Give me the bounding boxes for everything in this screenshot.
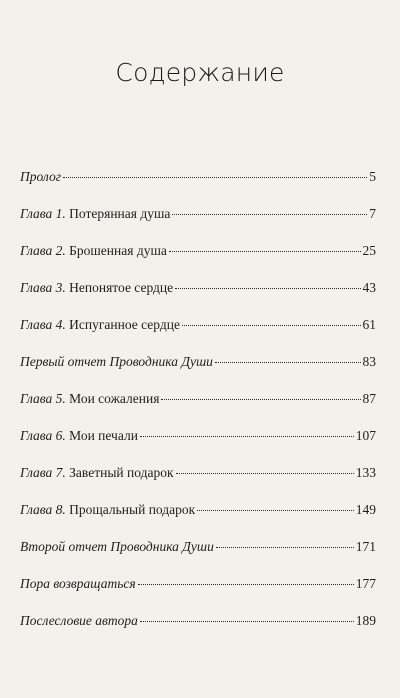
toc-entry-label [20,352,213,372]
toc-entry-prefix: Глава 4. [20,317,66,332]
toc-entry-page: 177 [355,576,376,591]
toc-entry-text: Прощальный подарок [65,502,196,517]
toc-entry-second-report [20,537,376,574]
toc-entry-prefix: Послесловие автора [20,613,138,628]
dot-leader [172,214,367,215]
toc-entry-first-report [20,352,376,389]
toc-entry-prefix: Пора возвращаться [20,576,136,591]
toc-entry-label [20,537,214,557]
toc-entry-page: 149 [355,502,376,517]
toc-entry-page: 189 [355,613,376,628]
page-title: Содержание [115,58,285,87]
dot-leader [175,288,360,289]
toc-entry-page: 171 [355,539,376,554]
toc-entry-prefix: Глава 7. [20,465,66,480]
toc-entry-page: 25 [362,243,376,258]
toc-entry-label [20,241,167,261]
toc-entry-page: 107 [355,428,376,443]
toc-entry-label [20,389,159,409]
toc-entry-chapter-2 [20,241,376,278]
table-of-contents [20,167,376,648]
toc-entry-label [20,611,138,631]
toc-entry-prefix: Глава 6. [20,428,66,443]
toc-entry-prefix: Глава 3. [20,280,66,295]
dot-leader [140,621,354,622]
toc-entry-page: 83 [362,354,376,369]
dot-leader [169,251,361,252]
toc-entry-text: Потерянная душа [65,206,171,221]
toc-entry-page: 43 [362,280,376,295]
toc-entry-page: 133 [355,465,376,480]
toc-entry-chapter-4 [20,315,376,352]
dot-leader [182,325,361,326]
dot-leader [215,362,361,363]
toc-entry-label [20,463,174,483]
toc-entry-label [20,426,138,446]
toc-entry-label [20,167,61,187]
toc-entry-afterword [20,611,376,648]
dot-leader [140,436,354,437]
toc-entry-page: 5 [369,169,376,184]
dot-leader [138,584,354,585]
toc-entry-page: 61 [362,317,376,332]
toc-entry-prefix: Глава 8. [20,502,66,517]
dot-leader [176,473,354,474]
toc-entry-text: Непонятое сердце [65,280,174,295]
toc-entry-prologue [20,167,376,204]
dot-leader [197,510,354,511]
dot-leader [216,547,354,548]
toc-entry-chapter-6 [20,426,376,463]
toc-entry-prefix: Первый отчет Проводника Души [20,354,213,369]
toc-entry-chapter-3 [20,278,376,315]
toc-entry-page: 7 [369,206,376,221]
dot-leader [63,177,367,178]
toc-entry-prefix: Второй отчет Проводника Души [20,539,214,554]
toc-entry-text: Мои сожаления [65,391,160,406]
toc-entry-page: 87 [362,391,376,406]
toc-entry-label [20,278,173,298]
toc-entry-chapter-5 [20,389,376,426]
toc-entry-text: Заветный подарок [65,465,174,480]
toc-entry-prefix: Пролог [20,169,61,184]
toc-entry-chapter-7 [20,463,376,500]
toc-entry-chapter-1 [20,204,376,241]
toc-entry-prefix: Глава 5. [20,391,66,406]
toc-entry-text: Мои печали [65,428,138,443]
toc-entry-label [20,315,180,335]
toc-entry-text: Брошенная душа [65,243,167,258]
toc-entry-text: Испуганное сердце [65,317,180,332]
toc-entry-label [20,574,136,594]
toc-entry-label [20,204,170,224]
toc-entry-time-to-return [20,574,376,611]
toc-entry-label [20,500,195,520]
toc-entry-prefix: Глава 1. [20,206,66,221]
dot-leader [161,399,360,400]
toc-entry-chapter-8 [20,500,376,537]
toc-entry-prefix: Глава 2. [20,243,66,258]
